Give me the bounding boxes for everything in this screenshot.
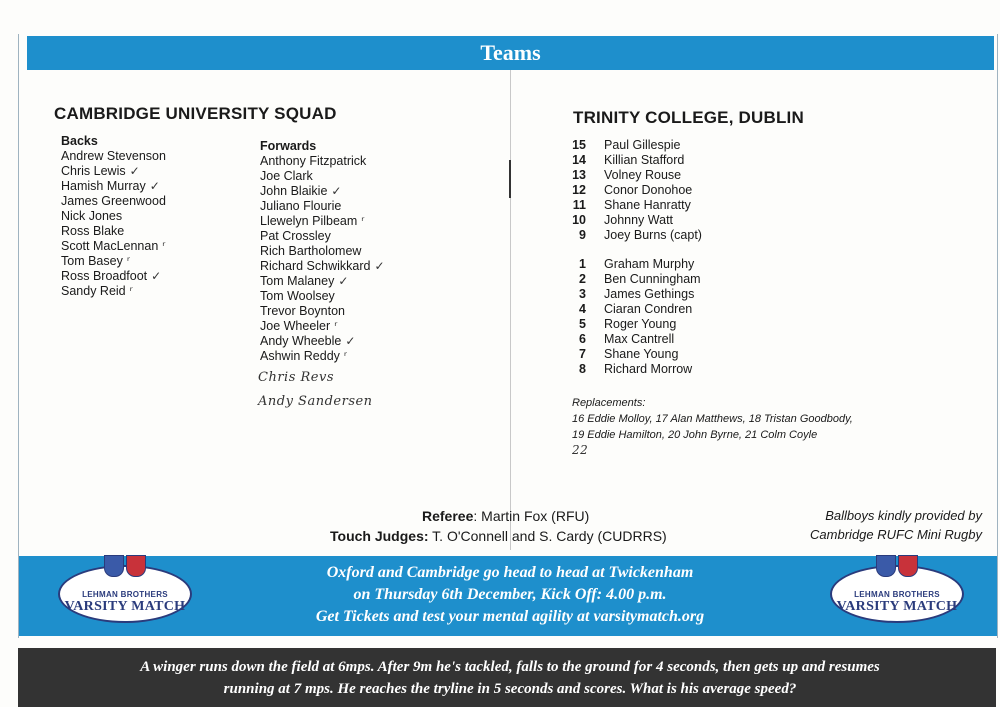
- list-item: 15 Paul Gillespie: [572, 138, 681, 152]
- backs-heading: Backs: [61, 134, 98, 148]
- touch-judges-line: Touch Judges: T. O'Connell and S. Cardy (CUDRRS): [330, 528, 667, 544]
- list-item: Ashwin Reddy ʳ: [260, 349, 348, 363]
- list-item: Juliano Flourie: [260, 199, 342, 213]
- list-item: 7 Shane Young: [579, 347, 679, 361]
- handwritten-number: 22: [572, 443, 589, 457]
- list-item: James Greenwood: [61, 194, 166, 208]
- fold-mark: [509, 160, 511, 182]
- list-item: Joe Wheeler ʳ: [260, 319, 338, 333]
- cambridge-forwards-list: [260, 139, 385, 364]
- handwritten-name: Andy Sandersen: [258, 394, 373, 409]
- r-mark-icon: ʳ: [126, 254, 130, 268]
- varsity-logo-right: LEHMAN BROTHERS VARSITY MATCH: [830, 565, 964, 623]
- r-mark-icon: ʳ: [343, 349, 348, 363]
- list-item: Joe Clark: [260, 169, 313, 183]
- referee-line: Referee: Martin Fox (RFU): [422, 508, 590, 524]
- cambridge-title: CAMBRIDGE UNIVERSITY SQUAD: [54, 104, 337, 123]
- ballboys-credit: Ballboys kindly provided by Cambridge RUFC Mini Rugby: [810, 508, 982, 542]
- crest-icon: [104, 555, 146, 577]
- crest-icon: [876, 555, 918, 577]
- list-item: 5 Roger Young: [579, 317, 677, 331]
- list-item: Chris Lewis ✓: [61, 164, 140, 178]
- list-item: 6 Max Cantrell: [579, 332, 675, 346]
- list-item: Hamish Murray ✓: [61, 179, 160, 193]
- promo-text: Oxford and Cambridge go head to head at Twickenham on Thursday 6th December, Kick Off: 4.00 p.m. Get Tickets and test your mental agility at varsitymatch.org: [315, 564, 705, 625]
- list-item: 8 Richard Morrow: [579, 362, 693, 376]
- list-item: Trevor Boynton: [260, 304, 345, 318]
- list-item: Andy Wheeble ✓: [260, 334, 356, 348]
- list-item: 10 Johnny Watt: [572, 213, 674, 227]
- page-border: [18, 34, 998, 638]
- list-item: Tom Malaney ✓: [260, 274, 349, 288]
- puzzle-question: A winger runs down the field at 6mps. After 9m he's tackled, falls to the ground for 4 seconds, then gets up and resumes running at 7 mps. He reaches the tryline in 5 seconds and scores. What is his average speed?: [140, 659, 880, 697]
- tick-mark-icon: ✓: [331, 184, 342, 198]
- tick-mark-icon: ✓: [149, 179, 160, 193]
- list-item: Llewelyn Pilbeam ʳ: [260, 214, 365, 228]
- list-item: Scott MacLennan ʳ: [61, 239, 166, 253]
- r-mark-icon: ʳ: [162, 239, 166, 253]
- r-mark-icon: ʳ: [334, 319, 338, 333]
- list-item: Tom Basey ʳ: [61, 254, 130, 268]
- trinity-title: TRINITY COLLEGE, DUBLIN: [573, 108, 804, 127]
- list-item: 1 Graham Murphy: [579, 257, 695, 271]
- list-item: Andrew Stevenson: [61, 149, 166, 163]
- list-item: Pat Crossley: [260, 229, 331, 243]
- list-item: Tom Woolsey: [260, 289, 335, 303]
- tick-mark-icon: ✓: [151, 269, 162, 283]
- cambridge-backs-list: [61, 134, 166, 299]
- list-item: Ross Broadfoot ✓: [61, 269, 162, 283]
- tick-mark-icon: ✓: [374, 259, 385, 273]
- list-item: 13 Volney Rouse: [572, 168, 682, 182]
- center-fold: [510, 70, 511, 550]
- replacements-label: Replacements:: [572, 397, 646, 409]
- title-band: [27, 36, 994, 70]
- list-item: 4 Ciaran Condren: [579, 302, 693, 316]
- list-item: Sandy Reid ʳ: [61, 284, 133, 298]
- trinity-list: [568, 138, 702, 377]
- list-item: 9 Joey Burns (capt): [579, 228, 702, 242]
- list-item: Anthony Fitzpatrick: [260, 154, 367, 168]
- tick-mark-icon: ✓: [338, 274, 349, 288]
- list-item: Rich Bartholomew: [260, 244, 362, 258]
- replacements: [572, 395, 853, 443]
- list-item: Nick Jones: [61, 209, 123, 223]
- list-item: 11 Shane Hanratty: [572, 198, 691, 212]
- forwards-heading: Forwards: [260, 139, 317, 153]
- replacements-line: 16 Eddie Molloy, 17 Alan Matthews, 18 Tristan Goodbody,: [572, 413, 853, 425]
- r-mark-icon: ʳ: [129, 284, 133, 298]
- handwritten-name: Chris Revs: [258, 370, 334, 385]
- officials: [330, 506, 667, 546]
- list-item: Richard Schwikkard ✓: [260, 259, 385, 273]
- list-item: John Blaikie ✓: [260, 184, 342, 198]
- list-item: 14 Killian Stafford: [572, 153, 685, 167]
- tick-mark-icon: ✓: [129, 164, 140, 178]
- tick-mark-icon: ✓: [345, 334, 356, 348]
- list-item: 2 Ben Cunningham: [579, 272, 701, 286]
- replacements-line: 19 Eddie Hamilton, 20 John Byrne, 21 Colm Coyle: [572, 429, 818, 441]
- page-title: Teams: [480, 40, 541, 65]
- fold-mark: [509, 180, 511, 198]
- list-item: 3 James Gethings: [579, 287, 695, 301]
- varsity-logo-left: LEHMAN BROTHERS VARSITY MATCH: [58, 565, 192, 623]
- list-item: 12 Conor Donohoe: [572, 183, 693, 197]
- list-item: Ross Blake: [61, 224, 125, 238]
- r-mark-icon: ʳ: [361, 214, 365, 228]
